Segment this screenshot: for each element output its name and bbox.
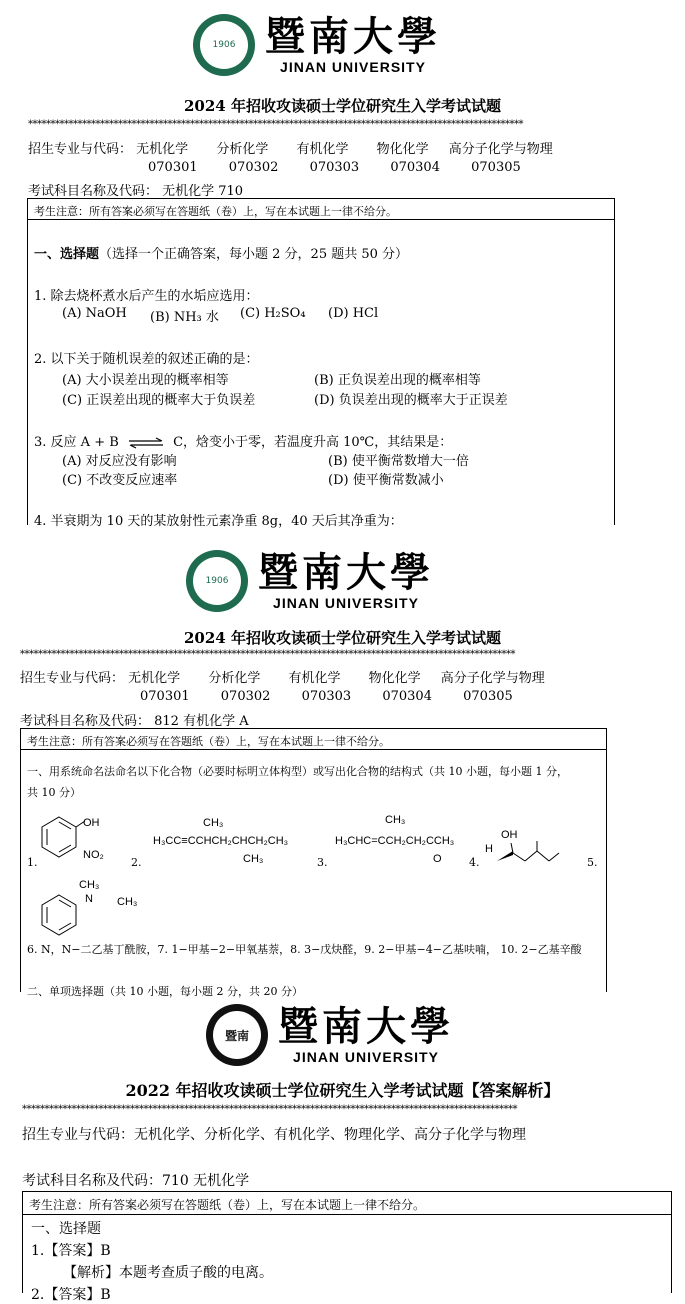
mol5-methyl: CH₃: [79, 879, 100, 891]
major-code: 070304: [390, 160, 440, 175]
mol4-skeleton-icon: [491, 839, 561, 871]
major-item: 高分子化学与物理: [440, 671, 545, 686]
q2-option-d: (D) 负误差出现的概率大于正误差: [314, 393, 508, 408]
majors-line: 招生专业与代码：无机化学、分析化学、有机化学、物理化学、高分子化学与物理: [22, 1127, 526, 1143]
university-seal-icon: [186, 550, 248, 612]
separator-stars: **************************************************************************************************************: [28, 119, 523, 130]
major-item: 分析化学: [216, 142, 269, 157]
logo-english-name: JINAN UNIVERSITY: [273, 595, 419, 611]
mol4-h: H: [485, 843, 493, 855]
codes-row: [140, 689, 513, 704]
answer-area: [22, 1214, 672, 1303]
answer-2: 2.【答案】B: [31, 1287, 111, 1303]
section-heading-line2: 共 10 分）: [27, 786, 81, 799]
codes-row: [148, 160, 521, 175]
major-code: 070301: [148, 160, 198, 175]
majors-row: [20, 667, 545, 686]
major-item: 有机化学: [288, 671, 341, 686]
question-2: 2. 以下关于随机误差的叙述正确的是：: [34, 352, 259, 367]
logo-chinese-name: 暨南大學: [258, 549, 434, 596]
subject-line: 考试科目名称及代码：710 无机化学: [22, 1173, 250, 1189]
q3-option-b: (B) 使平衡常数增大一倍: [328, 454, 469, 469]
phenyl-ring-icon: [39, 893, 79, 937]
logo-chinese-name: 暨南大學: [278, 1003, 454, 1050]
mol2-top: CH₃: [203, 817, 224, 829]
exam-title: 2024 年招收攻读硕士学位研究生入学考试试题: [184, 97, 501, 115]
major-code: 070305: [471, 160, 521, 175]
major-item: 无机化学: [128, 671, 181, 686]
notice-box: 考生注意：所有答案必须写在答题纸（卷）上，写在本试题上一律不给分。: [20, 728, 607, 750]
section2-heading: 二、单项选择题（共 10 小题，每小题 2 分，共 20 分）: [27, 985, 303, 998]
q1-option-b: (B) NH₃ 水: [150, 310, 219, 325]
mol4-oh: OH: [501, 829, 518, 841]
mol-number-4: 4.: [469, 856, 480, 869]
answer-title: 2022 年招收攻读硕士学位研究生入学考试试题【答案解析】: [125, 1081, 560, 1100]
major-item: 无机化学: [136, 142, 189, 157]
exam-title: 2024 年招收攻读硕士学位研究生入学考试试题: [184, 629, 501, 647]
majors-label: 招生专业与代码：: [28, 142, 133, 157]
q1-option-a: (A) NaOH: [62, 306, 127, 321]
compound-name-list: 6. N，N−二乙基丁酰胺，7. 1−甲基−2−甲氧基萘，8. 3−戊炔醛，9. 2−甲基−4−乙基呋喃， 10. 2−乙基辛酸: [27, 943, 582, 956]
answer-1: 1.【答案】B: [31, 1243, 111, 1259]
major-code: 070303: [309, 160, 360, 175]
question-4: 4. 半衰期为 10 天的某放射性元素净重 8g，40 天后其净重为：: [34, 514, 403, 529]
q1-option-c: (C) H₂SO₄: [240, 306, 306, 321]
q3-option-a: (A) 对反应没有影响: [62, 454, 177, 469]
notice-box: 考生注意：所有答案必须写在答题纸（卷）上，写在本试题上一律不给分。: [22, 1191, 672, 1215]
subject-line: 考试科目名称及代码： 812 有机化学 A: [20, 714, 249, 729]
major-code: 070301: [140, 689, 190, 704]
major-item: 物化化学: [368, 671, 421, 686]
q2-option-a: (A) 大小误差出现的概率相等: [62, 373, 229, 388]
logo-chinese-name: 暨南大學: [265, 13, 441, 60]
answer-1-explanation: 【解析】本题考查质子酸的电离。: [63, 1265, 273, 1281]
seal-year: 1906: [200, 21, 248, 69]
majors-row: [28, 138, 553, 157]
mol2-main: H₃CC≡CCHCH₂CHCH₂CH₃: [153, 835, 289, 847]
mol3-top: CH₃: [385, 814, 406, 826]
notice-box: 考生注意：所有答案必须写在答题纸（卷）上，写在本试题上一律不给分。: [27, 198, 615, 220]
university-seal-icon: [206, 1004, 268, 1066]
logo-english-name: JINAN UNIVERSITY: [280, 59, 426, 75]
q2-option-c: (C) 正误差出现的概率大于负误差: [62, 393, 256, 408]
majors-label: 招生专业与代码：: [20, 671, 125, 686]
mol5-nitrogen: N: [85, 893, 93, 905]
major-item: 高分子化学与物理: [448, 142, 553, 157]
major-item: 物化化学: [376, 142, 429, 157]
section-heading: 一、选择题（选择一个正确答案，每小题 2 分，25 题共 50 分）: [34, 247, 409, 262]
mol1-no2: NO₂: [83, 849, 104, 861]
major-code: 070302: [228, 160, 279, 175]
separator-stars: **************************************************************************************************************: [20, 649, 515, 660]
logo-english-name: JINAN UNIVERSITY: [293, 1049, 439, 1065]
seal-year: 1906: [193, 557, 241, 605]
question-area: [20, 749, 607, 998]
q3-option-d: (D) 使平衡常数减小: [328, 473, 444, 488]
university-logo: [206, 1004, 454, 1066]
q1-option-d: (D) HCl: [328, 306, 379, 321]
mol-number-5: 5.: [587, 856, 598, 869]
major-code: 070305: [463, 689, 513, 704]
mol-number-2: 2.: [131, 856, 142, 869]
mol2-bottom: CH₃: [243, 853, 264, 865]
major-code: 070303: [301, 689, 352, 704]
exam-page-1: [0, 0, 685, 529]
subject-line: 考试科目名称及代码： 无机化学 710: [28, 184, 244, 199]
section-heading-line1: 一、用系统命名法命名以下化合物（必要时标明立体构型）或写出化合物的结构式（共 10 小题，每小题 1 分，: [27, 765, 568, 778]
equilibrium-arrow-icon: [127, 438, 165, 448]
q2-option-b: (B) 正负误差出现的概率相等: [314, 373, 481, 388]
university-logo: [193, 14, 441, 76]
major-code: 070304: [382, 689, 432, 704]
benzene-ring-icon: [39, 815, 79, 859]
mol5-ethyl: CH₃: [117, 896, 138, 908]
answer-page-3: [0, 998, 685, 1303]
mol-number-1: 1.: [27, 856, 38, 869]
section-heading: 一、选择题: [31, 1221, 101, 1237]
major-item: 分析化学: [208, 671, 261, 686]
university-seal-icon: [193, 14, 255, 76]
seal-text: 暨南: [213, 1011, 261, 1059]
question-area: [27, 219, 615, 529]
question-3: 3. 反应 A + B C，焓变小于零，若温度升高 10℃，其结果是：: [34, 435, 453, 450]
mol3-main: H₃CHC=CCH₂CH₂CCH₃: [335, 835, 455, 847]
major-item: 有机化学: [296, 142, 349, 157]
mol-number-3: 3.: [317, 856, 328, 869]
question-1: 1. 除去烧杯煮水后产生的水垢应选用：: [34, 289, 259, 304]
exam-page-2: [0, 545, 685, 998]
mol3-bottom: O: [433, 853, 442, 865]
university-logo: [186, 550, 434, 612]
mol1-oh: OH: [83, 817, 100, 829]
major-code: 070302: [220, 689, 271, 704]
q3-option-c: (C) 不改变反应速率: [62, 473, 178, 488]
separator-stars: **************************************************************************************************************: [22, 1104, 517, 1115]
